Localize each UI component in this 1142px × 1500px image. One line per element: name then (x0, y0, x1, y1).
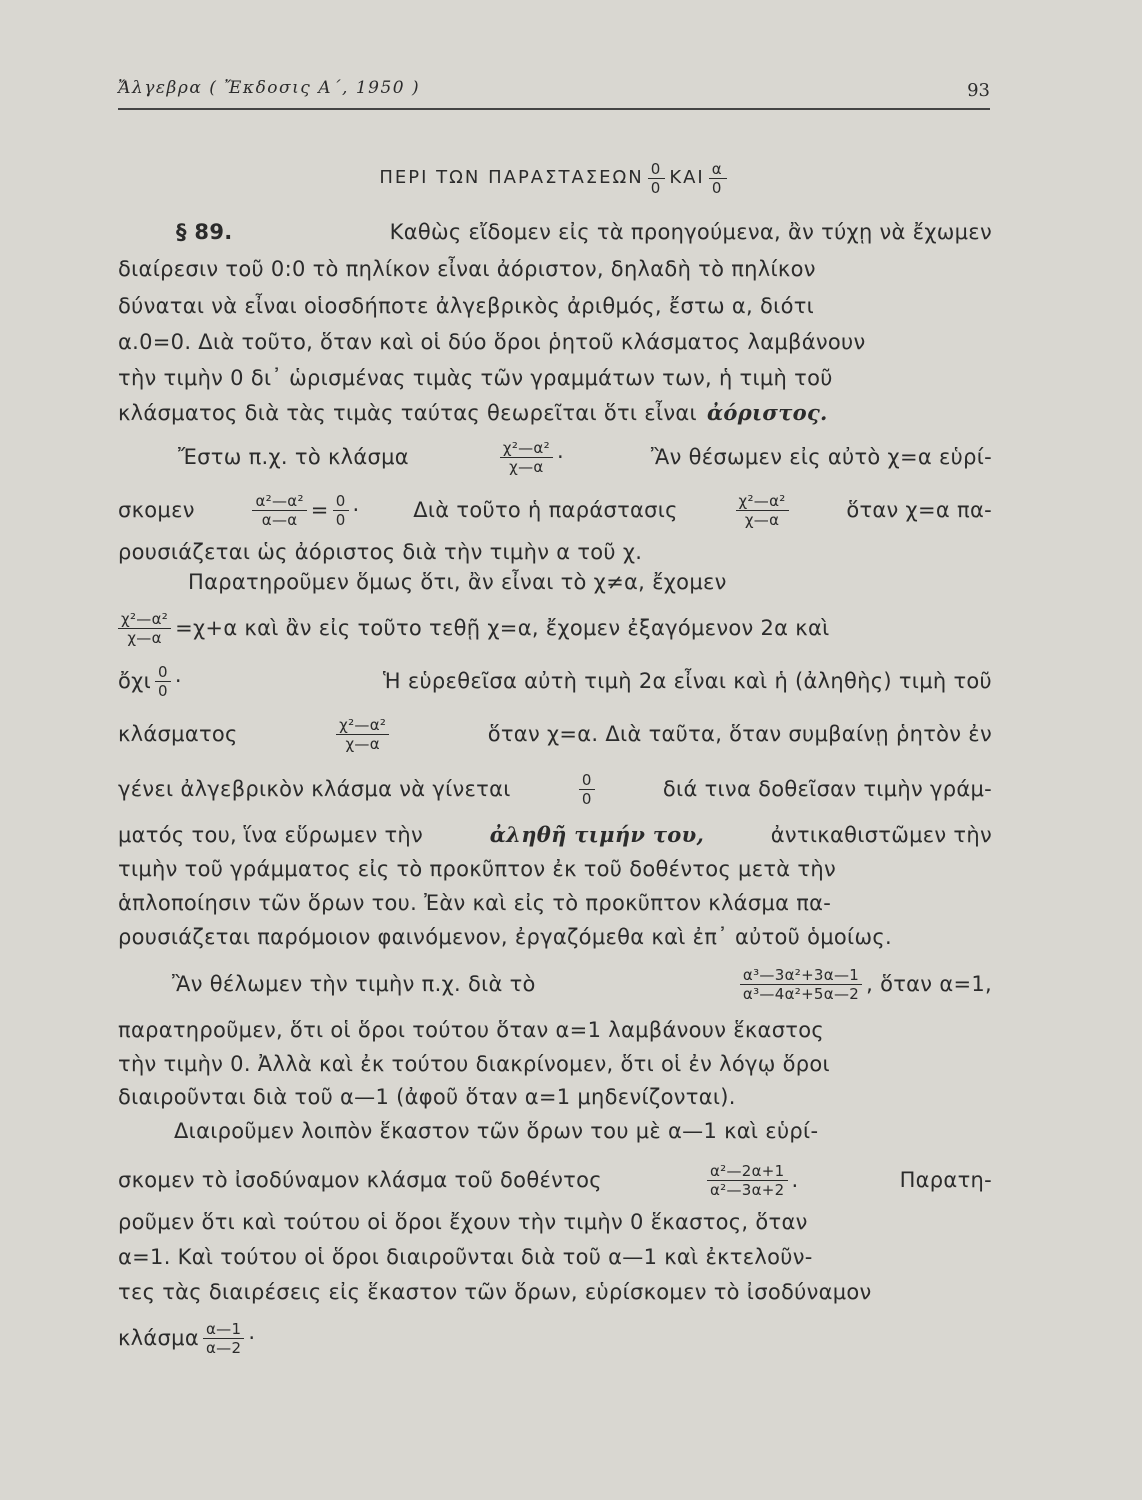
line-13a-text: κλάσματος (118, 722, 238, 746)
text-line-1 (118, 212, 992, 252)
line-13b-text: ὅταν χ=α. Διὰ ταῦτα, ὅταν συμβαίνῃ ῥητὸν ἐν (487, 722, 992, 746)
text-line-6 (118, 393, 992, 433)
text-line-19 (118, 964, 992, 1004)
line-17-text: ἁπλοποίησιν τῶν ὅρων του. Ἐὰν καὶ εἰς τὸ προκῦπτον κλάσμα πα- (118, 891, 832, 915)
fraction-x2-a2-b: $\frac{\text{χ²—α²}}{\chi—\alpha}$ (736, 493, 789, 528)
section-title (118, 158, 992, 198)
line-5-text: τὴν τιμὴν 0 δι᾽ ὡρισμένας τιμὰς τῶν γραμμάτων των, ἡ τιμὴ τοῦ (118, 366, 833, 390)
line-19-fraction-group: $\frac{\text{α³—3α²+3α—1}}{\text{α³—4α²+5α—2}}$ , ὅταν α=1, (736, 964, 992, 1004)
text-line-27 (118, 1272, 992, 1312)
line-9-text: ρουσιάζεται ὡς ἀόριστος διὰ τὴν τιμὴν α τοῦ χ. (118, 540, 643, 564)
fraction-x2-a2-c: $\frac{\text{χ²—α²}}{\chi—\alpha}$ (118, 611, 171, 646)
fraction-x2-a2-d: $\frac{\text{χ²—α²}}{\chi—\alpha}$ (336, 717, 389, 752)
line-28-text: κλάσμα (118, 1326, 199, 1350)
text-line-25 (118, 1202, 992, 1242)
final-dot: · (248, 1326, 256, 1350)
fraction-cubic: $\frac{\text{α³—3α²+3α—1}}{\text{α³—4α²+5α—2}}$ (740, 967, 862, 1002)
line-8a-text: σκομεν (118, 498, 195, 522)
line-20-text: παρατηροῦμεν, ὅτι οἱ ὅροι τούτου ὅταν α=1 λαμβάνουν ἕκαστος (118, 1018, 825, 1042)
line-26-text: α=1. Καὶ τούτου οἱ ὅροι διαιροῦνται διὰ τοῦ α—1 καὶ ἐκτελοῦν- (118, 1245, 813, 1269)
line-27-text: τες τὰς διαιρέσεις εἰς ἕκαστον τῶν ὅρων, εὑρίσκομεν τὸ ἰσοδύναμον (118, 1280, 872, 1304)
line-21-text: τὴν τιμὴν 0. Ἀλλὰ καὶ ἐκ τούτου διακρίνομεν, ὅτι οἱ ἐν λόγῳ ὅροι (118, 1052, 830, 1076)
line-8c-text: ὅταν χ=α πα- (846, 498, 992, 522)
page-number: 93 (967, 80, 990, 101)
section-number: § 89. (176, 220, 233, 244)
line-24b-text: Παρατη- (899, 1168, 992, 1192)
emphasis-true-value: ἀληθῆ τιμήν του, (489, 822, 705, 847)
line-12-text: Ἡ εὑρεθεῖσα αὐτὴ τιμὴ 2α εἶναι καὶ ἡ (ἀληθὴς) τιμὴ τοῦ (383, 669, 992, 693)
line-15a-text: ματός του, ἵνα εὕρωμεν τὴν (118, 823, 424, 847)
line-8-equation: $\frac{\text{α²—α²}}{\alpha—\alpha}$ = $\frac{0}{0}$ · (248, 490, 359, 530)
text-line-2 (118, 249, 992, 289)
text-line-7 (118, 437, 992, 477)
line-24a-text: σκομεν τὸ ἰσοδύναμον κλάσμα τοῦ δοθέντος (118, 1168, 602, 1192)
line-11-text: =χ+α καὶ ἂν εἰς τοῦτο τεθῇ χ=α, ἔχομεν ἐξαγόμενον 2α καὶ (175, 616, 830, 640)
text-line-12 (118, 661, 992, 701)
text-line-4 (118, 322, 992, 362)
text-line-26 (118, 1237, 992, 1277)
line-8b-text: Διὰ τοῦτο ἡ παράστασις (413, 498, 678, 522)
line-22-text: διαιροῦνται διὰ τοῦ α—1 (ἀφοῦ ὅταν α=1 μηδενίζονται). (118, 1085, 736, 1109)
text-line-13 (118, 714, 992, 754)
line-15c-text: ἀντικαθιστῶμεν τὴν (770, 823, 992, 847)
line-10-text: Παρατηροῦμεν ὅμως ὅτι, ἂν εἶναι τὸ χ≠α, ἔχομεν (188, 570, 727, 594)
text-line-23 (118, 1111, 992, 1151)
text-line-8 (118, 490, 992, 530)
fraction-linear: $\frac{\alpha—1}{\alpha—2}$ (203, 1321, 244, 1356)
line-19a-text: Ἂν θέλωμεν τὴν τιμὴν π.χ. διὰ τὸ (172, 972, 536, 996)
fraction-zero-zero: $\frac{0}{0}$ (333, 493, 349, 528)
fraction-quadratic: $\frac{\text{α²—2α+1}}{\text{α²—3α+2}}$ (707, 1163, 788, 1198)
text-line-14 (118, 769, 992, 809)
emphasis-aoristos: ἀόριστος. (706, 400, 828, 425)
line-12-lead: ὄχι $\frac{0}{0}$ · (118, 662, 182, 700)
running-title: Ἄλγεβρα ( Ἔκδοσις Α΄, 1950 ) (118, 78, 421, 98)
text-line-28 (118, 1318, 992, 1358)
line-25-text: ροῦμεν ὅτι καὶ τούτου οἱ ὅροι ἔχουν τὴν τιμὴν 0 ἕκαστος, ὅταν (118, 1210, 808, 1234)
line-3-text: δύναται νὰ εἶναι οἱοσδήποτε ἀλγεβρικὸς ἀριθμός, ἔστω α, διότι (118, 294, 815, 318)
title-fraction-a-0: $\frac{\alpha}{0}$ (709, 161, 727, 196)
text-line-5 (118, 358, 992, 398)
text-line-11 (118, 608, 992, 648)
title-fraction-0-0: $\frac{0}{0}$ (648, 161, 666, 196)
text-line-24 (118, 1160, 992, 1200)
line-7b-text: Ἂν θέσωμεν εἰς αὐτὸ χ=α εὑρί- (650, 445, 992, 469)
title-conj: ΚΑΙ (669, 167, 705, 188)
line-6-text: κλάσματος διὰ τὰς τιμὰς ταύτας θεωρεῖται ὅτι εἶναι (118, 401, 697, 425)
text-line-18 (118, 917, 992, 957)
running-header (118, 74, 990, 110)
fraction-zero-zero-c: $\frac{0}{0}$ (579, 772, 595, 807)
line-1-text: Καθὼς εἴδομεν εἰς τὰ προηγούμενα, ἂν τύχῃ νὰ ἔχωμεν (389, 220, 992, 244)
fraction-a2-a2: $\frac{\text{α²—α²}}{\alpha—\alpha}$ (252, 493, 306, 528)
line-14a-text: γένει ἀλγεβρικὸν κλάσμα νὰ γίνεται (118, 777, 511, 801)
line-7-fraction-group: $\frac{\text{χ²—α²}}{\chi—\alpha}$ · (496, 437, 564, 477)
line-7a-text: Ἔστω π.χ. τὸ κλάσμα (178, 445, 409, 469)
text-line-3 (118, 286, 992, 326)
fraction-x2-a2: $\frac{\text{χ²—α²}}{\chi—\alpha}$ (500, 440, 553, 475)
text-line-10 (118, 562, 992, 602)
line-2-text: διαίρεσιν τοῦ 0:0 τὸ πηλίκον εἶναι ἀόριστον, δηλαδὴ τὸ πηλίκον (118, 257, 816, 281)
line-23-text: Διαιροῦμεν λοιπὸν ἕκαστον τῶν ὅρων του μὲ α—1 καὶ εὑρί- (174, 1119, 819, 1143)
line-24-fraction-group: $\frac{\text{α²—2α+1}}{\text{α²—3α+2}}$ . (703, 1160, 799, 1200)
title-text: ΠΕΡΙ ΤΩΝ ΠΑΡΑΣΤΑΣΕΩΝ (379, 167, 644, 188)
line-18-text: ρουσιάζεται παρόμοιον φαινόμενον, ἐργαζόμεθα καὶ ἐπ᾽ αὐτοῦ ὁμοίως. (118, 925, 892, 949)
line-4-text: α.0=0. Διὰ τοῦτο, ὅταν καὶ οἱ δύο ὅροι ῥητοῦ κλάσματος λαμβάνουν (118, 330, 866, 354)
line-14b-text: διά τινα δοθεῖσαν τιμὴν γράμ- (662, 777, 992, 801)
line-16-text: τιμὴν τοῦ γράμματος εἰς τὸ προκῦπτον ἐκ τοῦ δοθέντος μετὰ τὴν (118, 857, 837, 881)
fraction-zero-zero-b: $\frac{0}{0}$ (155, 664, 171, 699)
